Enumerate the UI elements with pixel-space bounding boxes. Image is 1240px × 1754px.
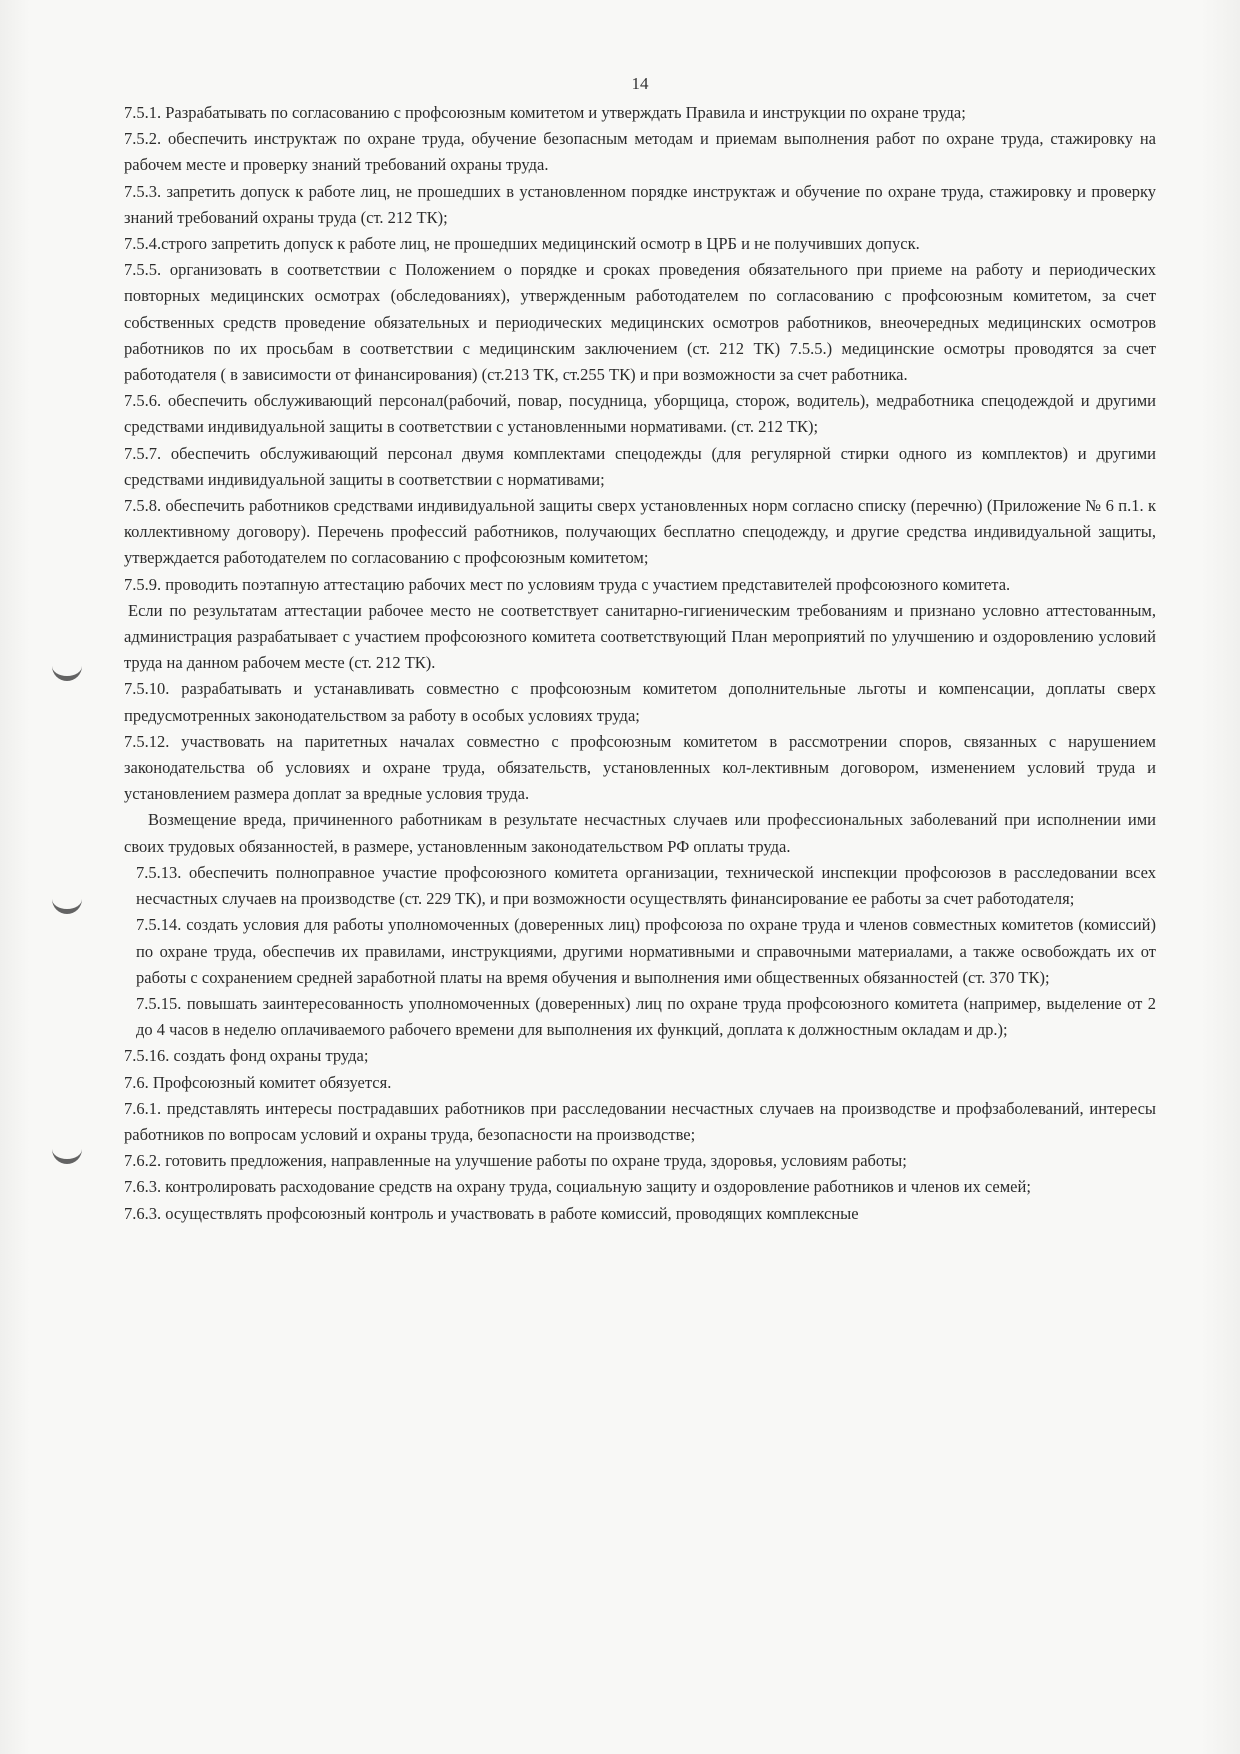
paragraph: 7.5.12. участвовать на паритетных началах совместно с профсоюзным комитетом в рассмотрении споров, связанных с нарушением законодательства об условиях и охране труда, обязательств, установленных кол-лективным договором, изменением условий труда и установлением размера доплат за вредные условия труда.	[124, 731, 1156, 804]
binder-hole-mark	[52, 1143, 82, 1164]
paragraph: 7.5.10. разрабатывать и устанавливать совместно с профсоюзным комитетом дополнительные льготы и компенсации, доплаты сверх предусмотренных законодательством за работу в особых условиях труда;	[124, 679, 1156, 725]
paragraph: 7.5.13. обеспечить полноправное участие профсоюзного комитета организации, технической инспекции профсоюзов в расследовании всех несчастных случаев на производстве (ст. 229 ТК), и при возможности осуществлять финансирование ее работы за счет работодателя;	[136, 862, 1156, 909]
paragraph: 7.5.3. запретить допуск к работе лиц, не прошедших в установленном порядке инструктаж и обучение по охране труда, стажировку и проверку знаний требований охраны труда (ст. 212 ТК);	[124, 181, 1156, 227]
paragraph: 7.5.6. обеспечить обслуживающий персонал(рабочий, повар, посудница, уборщица, сторож, водитель), медработника спецодеждой и другими средствами индивидуальной защиты в соответствии с установленными нормативами. (ст. 212 ТК);	[124, 391, 1156, 437]
paragraph: 7.5.9. проводить поэтапную аттестацию рабочих мест по условиям труда с участием представителей профсоюзного комитета.	[124, 574, 1011, 594]
paragraph: 7.5.16. создать фонд охраны труда;	[124, 1046, 369, 1066]
binder-hole-mark	[52, 660, 82, 681]
binder-hole-mark	[52, 893, 82, 914]
page-number: 14	[631, 74, 649, 93]
paragraph: 7.6.2. готовить предложения, направленные на улучшение работы по охране труда, здоровья, условиям работы;	[124, 1151, 907, 1171]
paragraph: 7.5.2. обеспечить инструктаж по охране труда, обучение безопасным методам и приемам выполнения работ по охране труда, стажировку на рабочем месте и проверку знаний требований охраны труда.	[124, 129, 1156, 175]
paragraph: 7.5.14. создать условия для работы уполномоченных (доверенных лиц) профсоюза по охране труда и членов совместных комитетов (комиссий) по охране труда, обеспечив их правилами, инструкциями, другими нормативными и справочными материалами, а также освобождать их от работы с сохранением средней заработной платы на время обучения и выполнения ими общественных обязанностей (ст. 370 ТК);	[136, 915, 1156, 987]
paragraph: Если по результатам аттестации рабочее место не соответствует санитарно-гигиеническим требованиям и признано условно аттестованным, администрация разрабатывает с участием профсоюзного комитета соответствующий План мероприятий по улучшению и оздоровлению условий труда на данном рабочем месте (ст. 212 ТК).	[124, 600, 1156, 673]
paragraph: 7.5.5. организовать в соответствии с Положением о порядке и сроках проведения обязательного при приеме на работу и периодических повторных медицинских осмотрах (обследованиях), утвержденным работодателем по согласованию с профсоюзным комитетом, за счет собственных средств проведение обязательных и периодических медицинских осмотров работников, внеочередных медицинских осмотров работников по их просьбам в соответствии с медицинским заключением (ст. 212 ТК) 7.5.5.) медицинские осмотры проводятся за счет работодателя ( в зависимости от финансирования) (ст.213 ТК, ст.255 ТК) и при возможности за счет работника.	[124, 260, 1156, 385]
paragraph: 7.6.1. представлять интересы пострадавших работников при расследовании несчастных случаев на производстве и профзаболеваний, интересы работников по вопросам условий и охраны труда, безопасности на производстве;	[124, 1098, 1156, 1144]
paragraph: 7.5.1. Разрабатывать по согласованию с профсоюзным комитетом и утверждать Правила и инструкции по охране труда;	[124, 103, 966, 122]
paragraph: 7.6.3. осуществлять профсоюзный контроль и участвовать в работе комиссий, проводящих комплексные	[124, 1203, 859, 1223]
paragraph: Возмещение вреда, причиненного работникам в результате несчастных случаев или профессиональных заболеваний при исполнении ими своих трудовых обязанностей, в размере, установленным законодательством РФ оплаты труда.	[124, 810, 1156, 856]
paragraph: 7.5.7. обеспечить обслуживающий персонал двумя комплектами спецодежды (для регулярной стирки одного из комплектов) и другими средствами индивидуальной защиты в соответствии с нормативами;	[124, 443, 1156, 489]
section-heading: 7.6. Профсоюзный комитет обязуется.	[124, 1072, 392, 1092]
paragraph: 7.5.8. обеспечить работников средствами индивидуальной защиты сверх установленных норм согласно списку (перечню) (Приложение № 6 п.1. к коллективному договору). Перечень профессий работников, получающих бесплатно спецодежду, и другие средства индивидуальной защиты, утверждается работодателем по согласованию с профсоюзным комитетом;	[124, 496, 1156, 568]
paragraph: 7.5.4.строго запретить допуск к работе лиц, не прошедших медицинский осмотр в ЦРБ и не получивших допуск.	[124, 234, 920, 254]
document-body	[124, 100, 1156, 1227]
paragraph: 7.6.3. контролировать расходование средств на охрану труда, социальную защиту и оздоровление работников и членов их семей;	[124, 1177, 1031, 1197]
paragraph: 7.5.15. повышать заинтересованность уполномоченных (доверенных) лиц по охране труда профсоюзного комитета (например, выделение от 2 до 4 часов в неделю оплачиваемого рабочего времени для выполнения их функций, доплата к должностным окладам и др.);	[136, 993, 1156, 1040]
